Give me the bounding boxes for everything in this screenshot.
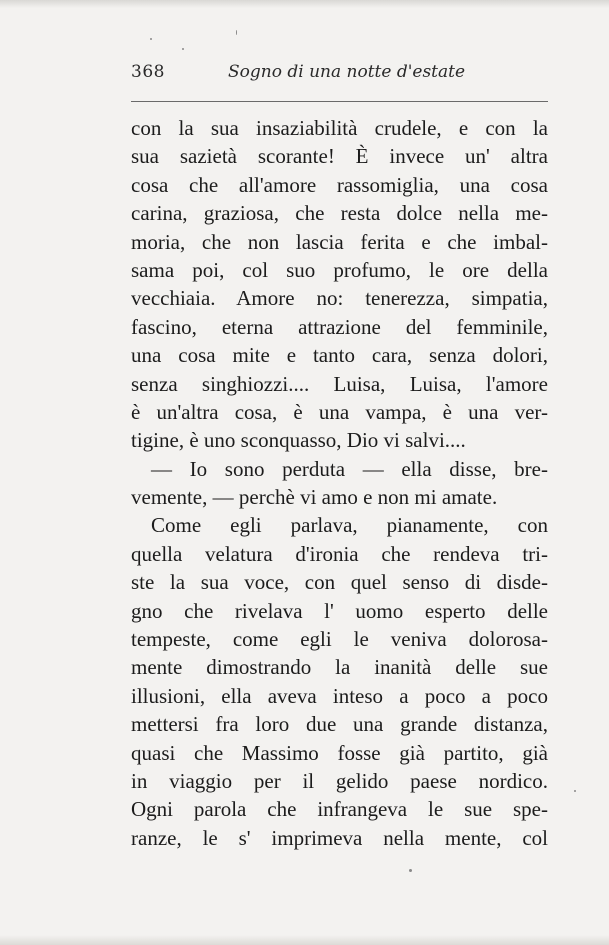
text-line: con la sua insaziabilità crudele, e con la (131, 116, 548, 140)
body-text (131, 114, 548, 852)
text-line: carina, graziosa, che resta dolce nella me- (131, 201, 548, 226)
text-line: — Io sono perduta — ella disse, bre- (151, 456, 548, 481)
page-number: 368 (131, 62, 165, 82)
page-top-edge (0, 0, 609, 8)
text-line: mente dimostrando la inanità delle sue (131, 655, 548, 680)
text-line: tigine, è uno sconquasso, Dio vi salvi.... (131, 428, 466, 453)
text-line: in viaggio per il gelido paese nordico. (131, 768, 548, 793)
text-line: ste la sua voce, con quel senso di disde- (131, 570, 548, 595)
text-line: cosa che all'amore rassomiglia, una cosa (131, 172, 548, 197)
text-line: senza singhiozzi.... Luisa, Luisa, l'amore (131, 371, 548, 396)
text-line: quasi che Massimo fosse già partito, già (131, 740, 548, 765)
paper-speck (236, 30, 237, 35)
text-line: una cosa mite e tanto cara, senza dolori, (131, 343, 548, 368)
text-line: moria, che non lascia ferita e che imbal- (131, 229, 548, 254)
text-line: Ogni parola che infrangeva le sue spe- (131, 797, 548, 822)
page-header (131, 62, 548, 90)
text-line: vemente, — perchè vi amo e non mi amate. (131, 485, 498, 510)
text-line: è un'altra cosa, è una vampa, è una ver- (131, 399, 548, 424)
paper-speck (150, 38, 152, 40)
text-line: sua sazietà scorante! È invece un' altra (131, 144, 548, 169)
text-line: tempeste, come egli le veniva dolorosa- (131, 627, 548, 652)
text-line: illusioni, ella aveva inteso a poco a poco (131, 683, 548, 708)
text-line: fascino, eterna attrazione del femminile, (131, 314, 548, 339)
header-rule (131, 101, 548, 102)
page-bottom-edge (0, 935, 609, 945)
paper-speck (574, 790, 576, 792)
text-line: mettersi fra loro due una grande distanza, (131, 712, 548, 737)
running-title: Sogno di una notte d'estate (228, 62, 466, 82)
text-line: vecchiaia. Amore no: tenerezza, simpatia, (131, 286, 548, 311)
text-line: sama poi, col suo profumo, le ore della (131, 257, 548, 282)
paper-speck (409, 869, 412, 872)
text-line: Come egli parlava, pianamente, con (151, 513, 548, 538)
paper-speck (182, 48, 184, 50)
text-line: quella velatura d'ironia che rendeva tri- (131, 541, 548, 566)
text-line: ranze, le s' imprimeva nella mente, col (131, 825, 548, 850)
text-line: gno che rivelava l' uomo esperto delle (131, 598, 548, 623)
